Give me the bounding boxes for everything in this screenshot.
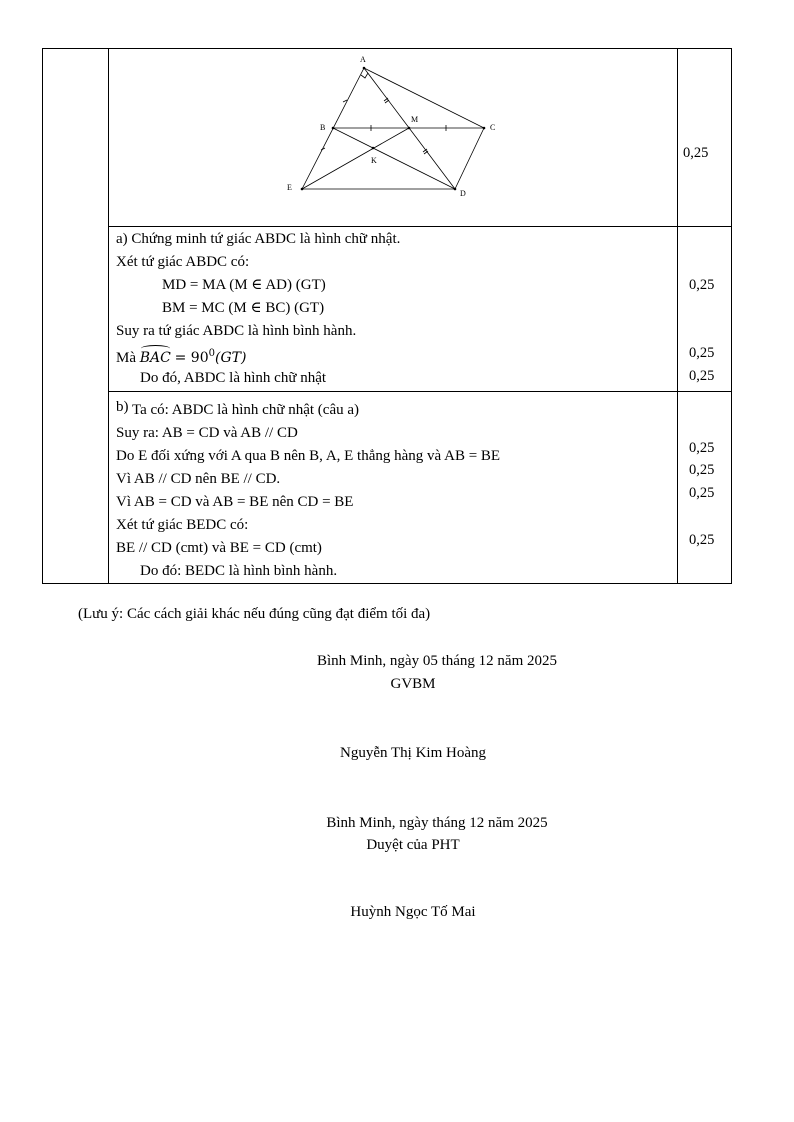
part-a-line-7: Do đó, ABDC là hình chữ nhật <box>140 370 327 386</box>
angle-bac: BAC <box>140 343 171 369</box>
signature1-place-date: Bình Minh, ngày 05 tháng 12 năm 2025 <box>317 653 557 669</box>
part-b-score-1: 0,25 <box>689 440 715 456</box>
angle-exponent: 0 <box>208 348 215 359</box>
signature1-role: GVBM <box>390 676 436 692</box>
signature2-place-date: Bình Minh, ngày tháng 12 năm 2025 <box>326 815 548 831</box>
segment-AC <box>364 68 484 128</box>
part-a-line-2: Xét tứ giác ABDC có: <box>116 254 250 270</box>
label-K: K <box>371 156 377 165</box>
part-b-line-5: Vì AB = CD và AB = BE nên CD = BE <box>116 494 354 510</box>
part-b-score-4: 0,25 <box>689 532 715 548</box>
part-b-score-3: 0,25 <box>689 485 715 501</box>
label-C: C <box>490 123 496 132</box>
angle-value: = 90 <box>174 350 209 366</box>
part-a-score-1: 0,25 <box>689 277 715 293</box>
part-b-line-7: BE // CD (cmt) và BE = CD (cmt) <box>116 540 322 556</box>
label-E: E <box>287 183 292 192</box>
part-b-line-2: Suy ra: AB = CD và AB // CD <box>116 425 298 441</box>
part-a-line-3: MD = MA (M ∈ AD) (GT) <box>162 277 326 293</box>
figure-score: 0,25 <box>683 145 709 161</box>
grading-note: (Lưu ý: Các cách giải khác nếu đúng cũng đạt điểm tối đa) <box>78 606 431 622</box>
label-B: B <box>320 123 326 132</box>
part-a-angle-line <box>116 343 246 369</box>
geometry-figure <box>280 52 510 202</box>
label-A: A <box>360 55 366 64</box>
part-b-label: b) <box>116 399 129 415</box>
segment-BD <box>333 128 455 189</box>
segment-CD <box>455 128 484 189</box>
part-a-line-4: BM = MC (M ∈ BC) (GT) <box>162 300 325 316</box>
part-b-line-6: Xét tứ giác BEDC có: <box>116 517 249 533</box>
part-b-line-8: Do đó: BEDC là hình bình hành. <box>140 563 338 579</box>
part-b-score-2: 0,25 <box>689 462 715 478</box>
part-a-ma: Mà <box>116 350 136 366</box>
part-a-score-3: 0,25 <box>689 368 715 384</box>
signature2-name: Huỳnh Ngọc Tố Mai <box>350 904 476 920</box>
label-D: D <box>460 189 466 198</box>
part-a-line-5: Suy ra tứ giác ABDC là hình bình hành. <box>116 323 357 339</box>
signature1-name: Nguyễn Thị Kim Hoàng <box>340 745 486 761</box>
part-a-line-1: a) Chứng minh tứ giác ABDC là hình chữ nhật. <box>116 231 401 247</box>
part-b-line-1-text: Ta có: ABDC là hình chữ nhật (câu a) <box>131 402 359 418</box>
part-b-line-1 <box>116 399 359 421</box>
angle-tail: (GT) <box>215 350 247 366</box>
part-a-score-2: 0,25 <box>689 345 715 361</box>
part-b-line-4: Vì AB // CD nên BE // CD. <box>116 471 281 487</box>
part-b-line-3: Do E đối xứng với A qua B nên B, A, E thẳng hàng và AB = BE <box>116 448 501 464</box>
signature2-role: Duyệt của PHT <box>366 837 460 853</box>
label-M: M <box>411 115 419 124</box>
